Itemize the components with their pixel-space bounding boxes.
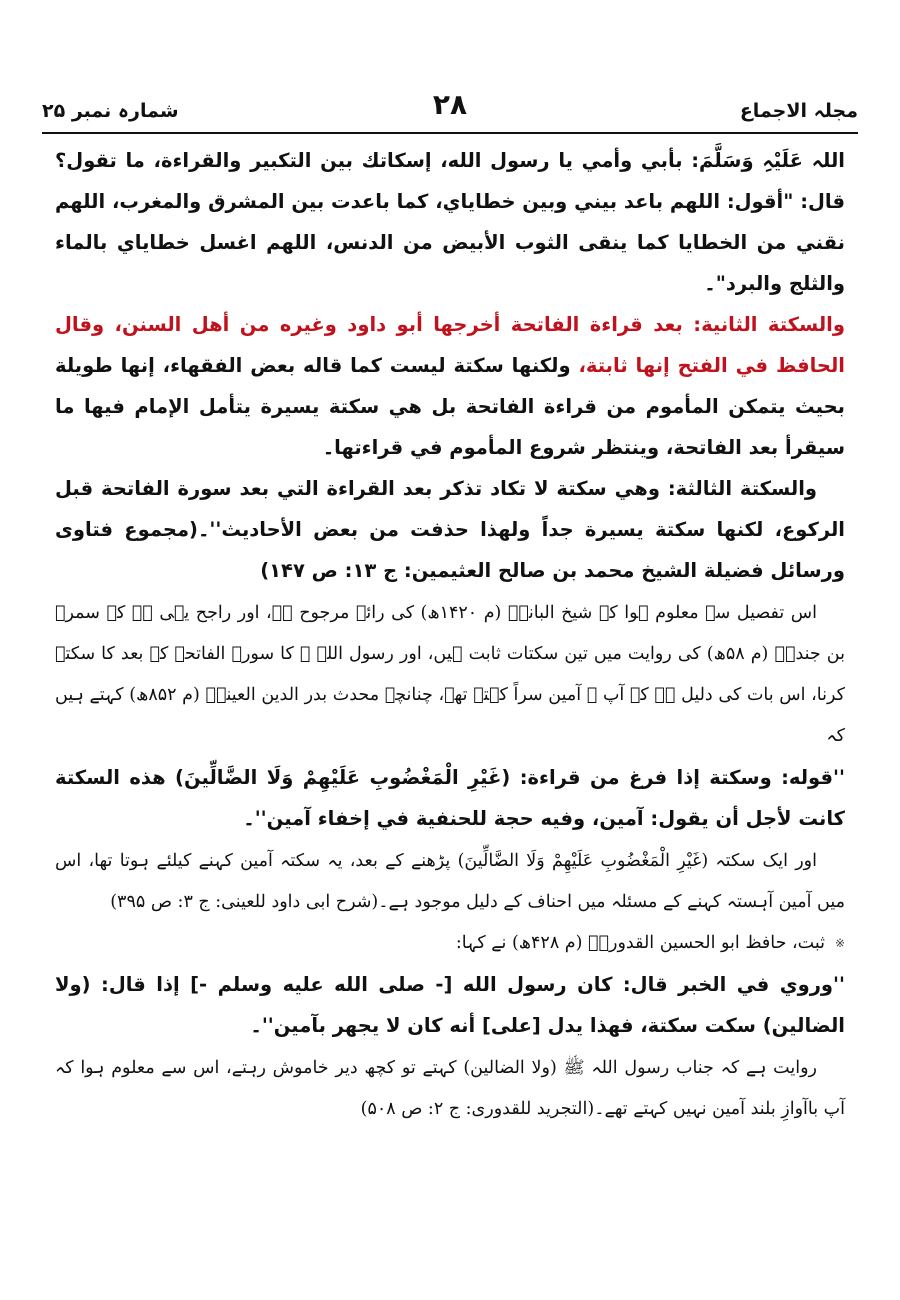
issue-number: شمارہ نمبر ۲۵ (42, 100, 179, 122)
quduri-intro-line (55, 923, 845, 964)
second-pause-paragraph (55, 304, 845, 468)
third-pause-paragraph: والسكتة الثالثة: وهي سكتة لا تكاد تذكر بعد القراءة التي بعد سورة الفاتحة قبل الركوع، لكنها سكتة يسيرة جداً ولهذا حذفت من بعض الأحاديث''۔(مجموع فتاوى ورسائل فضيلة الشيخ محمد بن صالح العثيمين: ج ۱۳: ص ۱۴۷) (55, 477, 845, 582)
arabic-hadith-paragraph: اللہ عَلَیْہِ وَسَلَّمَ: بأبي وأمي يا رسول الله، إسكاتك بين التكبير والقراءة، ما تقول؟ قال: "أقول: اللهم باعد بيني وبين خطاياي، كما باعدت بين المشرق والمغرب، اللهم نقني من الخطايا كما ينقى الثوب الأبيض من الدنس، اللهم اغسل خطاياي بالماء والثلج والبرد"۔ (55, 149, 845, 295)
quduri-quote-paragraph: ''وروي في الخبر قال: كان رسول الله [- صلى الله عليه وسلم -] إذا قال: (ولا الضالين) سكت سكتة، فهذا يدل [على] أنه كان لا يجهر بآمين''۔ (55, 973, 845, 1037)
journal-title: مجلہ الاجماع (739, 100, 858, 122)
quduri-intro-text: ثبت، حافظ ابو الحسین القدوریؒ (م ۴۲۸ھ) نے کہا: (455, 933, 825, 953)
urdu-aini-translation: اور ایک سکتہ (غَيْرِ الْمَغْضُوبِ عَلَيْهِمْ وَلَا الضَّالِّينَ) پڑھنے کے بعد، یہ سکتہ آمین کہنے کیلئے ہوتا تھا، اس میں آمین آہستہ کہنے کے مسئلہ میں احناف کے دلیل موجود ہے۔(شرح ابی داود للعینی: ج ۳: ص ۳۹۵) (55, 851, 845, 912)
page-header (42, 88, 858, 128)
paragraph-text: ولكنها سكتة ليست كما قاله بعض الفقهاء، إنها طويلة بحيث يتمكن المأموم من قراءة الفاتحة بل هي سكتة يسيرة يتأمل الإمام فيها ما سيقرأ بعد الفاتحة، وينتظر شروع المأموم في قراءتها۔ (55, 354, 845, 459)
star-icon: ※ (834, 936, 845, 950)
urdu-explanation-paragraph: اس تفصیل سے معلوم ہوا کہ شیخ البانیؒ (م ۱۴۲۰ھ) کی رائے مرجوح ہے، اور راجح یہی ہے کہ سمرۃ بن جندبؓ (م ۵۸ھ) کی روایت میں تین سکتات ثابت ہیں، اور رسول اللہ ﷺ کا سورۃ الفاتحہ کے بعد کا سکتہ کرنا، اس بات کی دلیل ہے کہ آپ ﷺ آمین سراً کہتے تھے، چنانچہ محدث بدر الدین العینیؒ (م ۸۵۲ھ) کہتے ہیں کہ (55, 603, 845, 746)
header-divider (42, 132, 858, 134)
aini-quote-paragraph: ''قوله: وسكتة إذا فرغ من قراءة: (غَيْرِ الْمَغْضُوبِ عَلَيْهِمْ وَلَا الضَّالِّينَ) هذه السكتة كانت لأجل أن يقول: آمين، وفيه حجة للحنفية في إخفاء آمين''۔ (55, 766, 845, 830)
page-body (55, 140, 845, 1130)
page-number: ۲۸ (432, 88, 468, 121)
urdu-quduri-translation: روایت ہے کہ جناب رسول اللہ ﷺ (ولا الضالین) کہتے تو کچھ دیر خاموش رہتے، اس سے معلوم ہوا کہ آپ باآوازِ بلند آمین نہیں کہتے تھے۔(التجرید للقدوری: ج ۲: ص ۵۰۸) (55, 1058, 845, 1119)
red-highlight-text: والسكتة الثانية: بعد قراءة الفاتحة أخرجها أبو داود وغيره من أهل السنن، وقال الحافظ في الفتح إنها ثابتة، (55, 313, 845, 377)
